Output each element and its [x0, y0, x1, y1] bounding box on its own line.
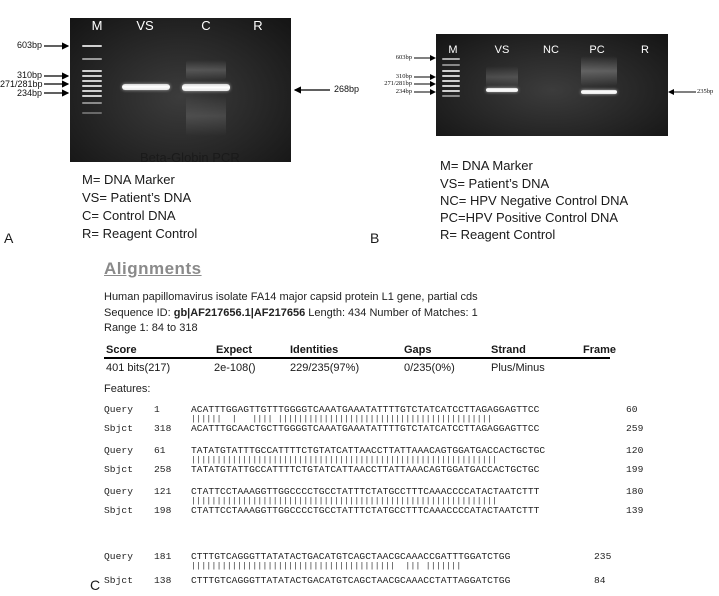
panel-a-legend-item: C= Control DNA — [82, 208, 176, 223]
col-header-strand: Strand — [491, 344, 526, 356]
strand-value: Plus/Minus — [491, 362, 545, 374]
query-sequence: CTATTCCTAAAGGTTGGCCCCTGCCTATTTCTATGCCTTTCAAACCCCATACTAATCTTT — [191, 486, 540, 497]
ladder-label-234: 234bp — [16, 88, 42, 98]
sbjct-label: Sbjct — [104, 423, 134, 434]
lane-label-vs: VS — [136, 18, 154, 33]
ladder-band — [442, 75, 460, 77]
col-header-score: Score — [106, 344, 137, 356]
sbjct-end: 199 — [626, 464, 644, 475]
sbjct-label: Sbjct — [104, 464, 134, 475]
panel-a-legend-item: VS= Patient’s DNA — [82, 190, 192, 205]
hit-description: Human papillomavirus isolate FA14 major capsid protein L1 gene, partial cds — [104, 291, 478, 303]
query-end: 235 — [594, 551, 612, 562]
col-header-identities: Identities — [290, 344, 339, 356]
gel-image-b — [436, 34, 668, 136]
sbjct-end: 139 — [626, 505, 644, 516]
sbjct-start: 198 — [154, 505, 172, 516]
panel-b-legend-item: R= Reagent Control — [440, 227, 556, 242]
panel-letter-a: A — [4, 230, 14, 246]
query-end: 60 — [626, 404, 638, 415]
sbjct-sequence: CTTTGTCAGGGTTATATACTGACATGTCAGCTAACGCAAACCTATTAGGATCTGG — [191, 575, 511, 586]
panel-a-legend-item: M= DNA Marker — [82, 172, 175, 187]
ladder-label-310: 310bp — [16, 70, 42, 80]
match-line: |||||||||||||||||||||||||||||||||||||||||||||||||||||||||||| — [191, 496, 498, 506]
lane-label-r: R — [253, 18, 263, 33]
match-line: |||||||||||||||||||||||||||||||||||||||||||||||||||||||||||| — [191, 455, 498, 465]
panel-letter-b: B — [370, 230, 380, 246]
panel-b-legend-item: NC= HPV Negative Control DNA — [440, 193, 629, 208]
sequence-id-line: Sequence ID: gb|AF217656.1|AF217656 Length: 434 Number of Matches: 1 — [104, 307, 478, 319]
query-label: Query — [104, 404, 134, 415]
ladder-band — [82, 45, 102, 47]
ladder-band — [442, 58, 460, 60]
lane-label-m: M — [91, 18, 103, 33]
product-arrow-a — [292, 84, 332, 96]
lane-label-nc: NC — [543, 44, 559, 56]
ladder-band — [442, 64, 460, 66]
match-line: |||||| | |||| |||||||||||||||||||||||||||||||||||||||||| — [191, 414, 492, 424]
query-sequence: TATATGTATTTGCCATTTTCTGTATCATTAACCTTATTAAACAGTGGATGACCACTGCTGC — [191, 445, 546, 456]
range-label: Range 1: 84 to 318 — [104, 322, 198, 334]
ladder-band — [82, 58, 102, 60]
query-start: 121 — [154, 486, 172, 497]
sbjct-sequence: ACATTTGCAACTGCTTGGGGTCAAATGAAATATTTTGTCTATCATCCTTAGAGGAGTTCC — [191, 423, 540, 434]
table-rule — [104, 357, 610, 359]
sbjct-label: Sbjct — [104, 505, 134, 516]
alignments-heading: Alignments — [104, 259, 202, 278]
ladder-band — [82, 112, 102, 114]
query-start: 61 — [154, 445, 166, 456]
ladder-band — [442, 85, 460, 87]
ladder-band — [442, 80, 460, 82]
col-header-gaps: Gaps — [404, 344, 432, 356]
sbjct-start: 138 — [154, 575, 172, 586]
query-start: 181 — [154, 551, 172, 562]
ladder-band — [82, 85, 102, 87]
panel-b-legend-item: M= DNA Marker — [440, 158, 533, 173]
ladder-band — [82, 70, 102, 72]
sequence-id-link[interactable]: gb|AF217656.1|AF217656 — [173, 307, 306, 319]
ladder-arrows-a — [44, 40, 72, 100]
ladder-band — [82, 75, 102, 77]
ladder-label-310: 310bp — [395, 73, 412, 80]
lane-label-vs: VS — [494, 44, 510, 56]
gel-image-a — [70, 18, 291, 162]
query-label: Query — [104, 445, 134, 456]
lane-label-pc: PC — [589, 44, 605, 56]
pc-product-band — [581, 90, 617, 94]
ladder-band — [82, 95, 102, 97]
query-sequence: CTTTGTCAGGGTTATATACTGACATGTCAGCTAACGCAAACCGATTTGGATCTGG — [191, 551, 511, 562]
panel-b-legend-item: VS= Patient’s DNA — [440, 176, 550, 191]
ladder-band — [82, 90, 102, 92]
query-start: 1 — [154, 404, 160, 415]
features-label: Features: — [104, 383, 151, 395]
query-label: Query — [104, 551, 134, 562]
ladder-arrows-b — [414, 54, 438, 98]
smear — [581, 56, 617, 86]
panel-letter-c: C — [90, 577, 101, 593]
sbjct-sequence: TATATGTATTGCCATTTTCTGTATCATTAACCTTATTAAACAGTGGATGACCACTGCTGC — [191, 464, 540, 475]
ladder-label-603: 603bp — [16, 40, 42, 50]
query-end: 180 — [626, 486, 644, 497]
control-product-band — [182, 84, 230, 91]
ladder-band — [82, 80, 102, 82]
sbjct-sequence: CTATTCCTAAAGGTTGGCCCCTGCCTATTTCTATGCCTTTCAAACCCCATACTAATCTTT — [191, 505, 540, 516]
gaps-value: 0/235(0%) — [404, 362, 455, 374]
smear — [486, 66, 518, 88]
lane-label-m: M — [448, 44, 458, 56]
ladder-label-271-281: 271/281bp — [0, 79, 43, 89]
query-sequence: ACATTTGGAGTTGTTTGGGGTCAAATGAAATATTTTGTCTATCATCCTTAGAGGAGTTCC — [191, 404, 540, 415]
ladder-label-271-281: 271/281bp — [384, 80, 412, 87]
query-label: Query — [104, 486, 134, 497]
match-line: |||||||||||||||||||||||||||||||||||||||| ||| ||||||| — [191, 561, 462, 571]
panel-a-legend-item: R= Reagent Control — [82, 226, 198, 241]
product-size-label-a: 268bp — [334, 84, 360, 94]
sbjct-label: Sbjct — [104, 575, 134, 586]
sbjct-start: 318 — [154, 423, 172, 434]
ladder-label-234: 234bp — [395, 88, 412, 95]
col-header-frame: Frame — [583, 344, 617, 356]
panel-a-title: Beta-Globin PCR — [140, 150, 240, 165]
ladder-band — [442, 70, 460, 72]
smear — [186, 96, 226, 136]
sbjct-end: 84 — [594, 575, 606, 586]
vs-product-band — [486, 88, 518, 92]
col-header-expect: Expect — [216, 344, 253, 356]
ladder-band — [82, 102, 102, 104]
ladder-label-603: 603bp — [395, 54, 412, 61]
sbjct-end: 259 — [626, 423, 644, 434]
product-arrow-b — [666, 86, 698, 98]
smear — [186, 60, 226, 80]
ladder-band — [442, 95, 460, 97]
lane-label-c: C — [201, 18, 211, 33]
identities-value: 229/235(97%) — [290, 362, 360, 374]
score-value: 401 bits(217) — [106, 362, 171, 374]
query-end: 120 — [626, 445, 644, 456]
panel-b-legend-item: PC=HPV Positive Control DNA — [440, 210, 619, 225]
ladder-band — [442, 90, 460, 92]
vs-product-band — [122, 84, 170, 90]
expect-value: 2e-108() — [214, 362, 256, 374]
product-size-label-b: 235bp — [697, 88, 714, 95]
sbjct-start: 258 — [154, 464, 172, 475]
lane-label-r: R — [641, 44, 649, 56]
